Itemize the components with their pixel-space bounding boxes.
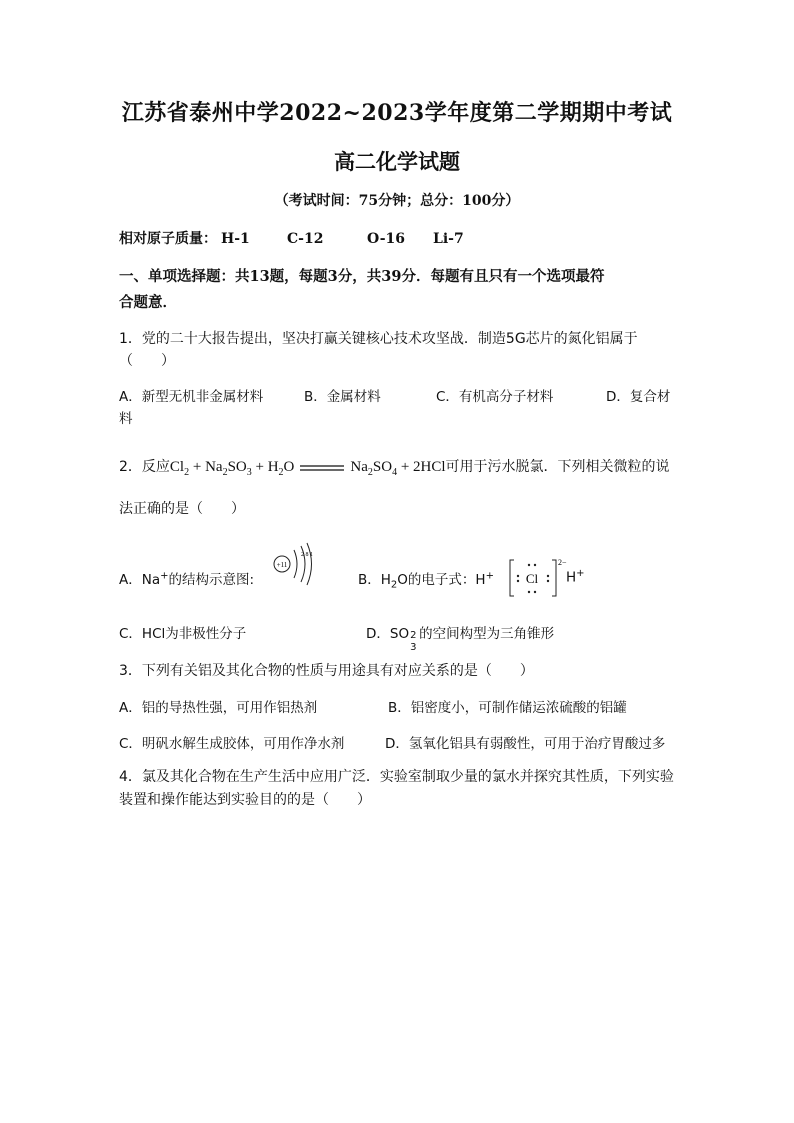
charge-sup: + bbox=[485, 570, 494, 582]
sub: 2 bbox=[390, 579, 398, 591]
eq-sub: 4 bbox=[392, 467, 398, 478]
q2-stem bbox=[119, 456, 679, 484]
shell-electrons: 2 8 1 bbox=[301, 552, 313, 558]
lewis-structure-diagram bbox=[508, 556, 568, 600]
q2-option-b-mid: O的电子式：H bbox=[397, 572, 486, 588]
nucleus-label: +11 bbox=[276, 561, 288, 569]
q2-number: 2．反应 bbox=[119, 459, 170, 475]
charge-sup: + bbox=[576, 568, 585, 579]
eq-sub: 2 bbox=[222, 467, 228, 478]
eq-na2: Na bbox=[350, 459, 368, 475]
atomic-mass-o: O-16 bbox=[367, 231, 406, 247]
eq-sub: 2 bbox=[184, 467, 190, 478]
na-ion-structure-diagram bbox=[270, 540, 314, 588]
q2-equation bbox=[169, 459, 446, 478]
q2-option-d bbox=[366, 622, 555, 653]
q2-stem-tail: 可用于污水脱氯．下列相关微粒的说 bbox=[445, 459, 670, 475]
section1-heading: 一、单项选择题：共13题，每题3分，共39分．每题有且只有一个选项最符 bbox=[119, 268, 605, 285]
q2-option-b-text: B．H bbox=[358, 572, 391, 588]
eq-o: O bbox=[283, 459, 295, 475]
q4-stem-cont: 装置和操作能达到实验目的的是（ ） bbox=[119, 792, 371, 808]
atomic-mass-li: Li-7 bbox=[433, 231, 464, 247]
lewis-charge: 2− bbox=[558, 558, 567, 567]
q4-stem: 4．氯及其化合物在生产生活中应用广泛．实验室制取少量的氯水并探究其性质，下列实验 bbox=[119, 769, 674, 785]
q1-option-b: B．金属材料 bbox=[304, 389, 381, 405]
q2-stem-cont: 法正确的是（ ） bbox=[119, 501, 245, 517]
eq-hcl: + 2HCl bbox=[397, 459, 446, 475]
q1-option-a: A．新型无机非金属材料 bbox=[119, 389, 264, 405]
eq-so4: SO bbox=[372, 459, 393, 475]
eq-cl: Cl bbox=[169, 459, 185, 475]
q2-option-a-text: A．Na bbox=[119, 572, 161, 588]
charge-sup: 2 bbox=[410, 630, 417, 641]
h-atom: H bbox=[566, 569, 577, 586]
charge-sup: + bbox=[160, 570, 169, 582]
q1-stem: 1．党的二十大报告提出，坚决打赢关键核心技术攻坚战．制造5G芯片的氮化铝属于 bbox=[119, 331, 638, 347]
q3-option-d: D．氢氧化铝具有弱酸性，可用于治疗胃酸过多 bbox=[385, 736, 666, 752]
atomic-mass-line bbox=[119, 228, 675, 250]
atomic-mass-label: 相对原子质量： bbox=[119, 231, 217, 247]
q2-option-b bbox=[358, 568, 494, 591]
q2-option-a-label: 的结构示意图: bbox=[168, 572, 255, 588]
q2-option-d-text: D．SO bbox=[366, 626, 410, 642]
eq-na: + Na bbox=[189, 459, 223, 475]
section1-heading-cont: 合题意． bbox=[119, 294, 177, 311]
q1-option-d: D．复合材 bbox=[606, 389, 671, 405]
q3-option-a: A．铝的导热性强，可用作铝热剂 bbox=[119, 700, 318, 716]
q3-stem: 3．下列有关铝及其化合物的性质与用途具有对应关系的是（ ） bbox=[119, 663, 534, 679]
eq-sub: 3 bbox=[246, 467, 252, 478]
q2-option-a bbox=[119, 568, 254, 588]
q1-option-d-wrap: 料 bbox=[119, 411, 133, 427]
atomic-mass-h: H-1 bbox=[221, 231, 250, 247]
equals-arrow-icon bbox=[298, 463, 346, 473]
q1-option-c: C．有机高分子材料 bbox=[436, 389, 554, 405]
lewis-center-atom: Cl bbox=[525, 571, 539, 586]
sub: 3 bbox=[410, 642, 417, 653]
q2-option-c: C．HCl为非极性分子 bbox=[119, 626, 247, 642]
exam-title: 江苏省泰州中学2022~2023学年度第二学期期中考试 bbox=[121, 100, 673, 126]
eq-sub: 2 bbox=[278, 467, 284, 478]
eq-sub: 2 bbox=[367, 467, 373, 478]
exam-info: （考试时间：75分钟；总分：100分） bbox=[274, 193, 520, 209]
q2-option-b-end bbox=[566, 568, 585, 586]
q1-stem-cont: （ ） bbox=[119, 353, 175, 369]
q2-option-d-label: 的空间构型为三角锥形 bbox=[419, 626, 555, 642]
eq-h: + H bbox=[251, 459, 279, 475]
q3-option-b: B．铝密度小，可制作储运浓硫酸的铝罐 bbox=[388, 700, 627, 716]
eq-so: SO bbox=[227, 459, 247, 475]
exam-subtitle: 高二化学试题 bbox=[334, 149, 460, 174]
q3-option-c: C．明矾水解生成胶体，可用作净水剂 bbox=[119, 736, 345, 752]
atomic-mass-c: C-12 bbox=[287, 231, 324, 247]
